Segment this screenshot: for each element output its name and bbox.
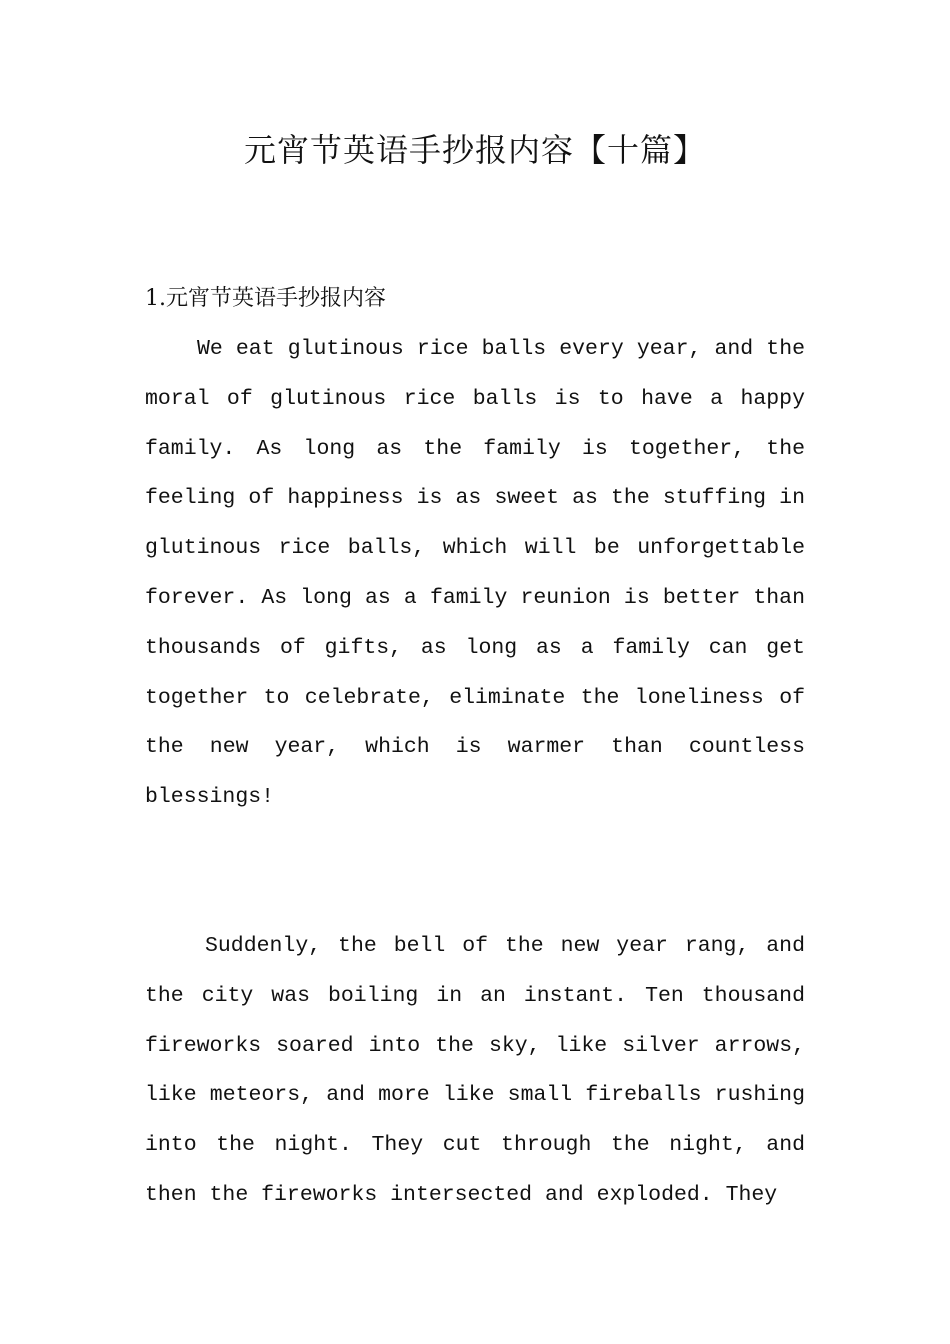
paragraph-1: We eat glutinous rice balls every year, and the moral of glutinous rice balls is to have a happy family. As long as the family is together, the feeling of happiness is as sweet as the stuffing in glutinous rice balls, which will be unforgettable forever. As long as a family reunion is better than thousands of gifts, as long as a family can get together to celebrate, eliminate the loneliness of the new year, which is warmer than countless blessings! bbox=[145, 337, 805, 810]
document-title: 元宵节英语手抄报内容【十篇】 bbox=[243, 131, 706, 169]
section-heading: 1.元宵节英语手抄报内容 bbox=[145, 286, 386, 311]
paragraph-2: Suddenly, the bell of the new year rang, and the city was boiling in an instant. Ten thousand fireworks soared into the sky, like silver arrows, like meteors, and more like small fireballs rushing into the night. They cut through the night, and then the fireworks intersected and exploded. They bbox=[145, 934, 805, 1207]
